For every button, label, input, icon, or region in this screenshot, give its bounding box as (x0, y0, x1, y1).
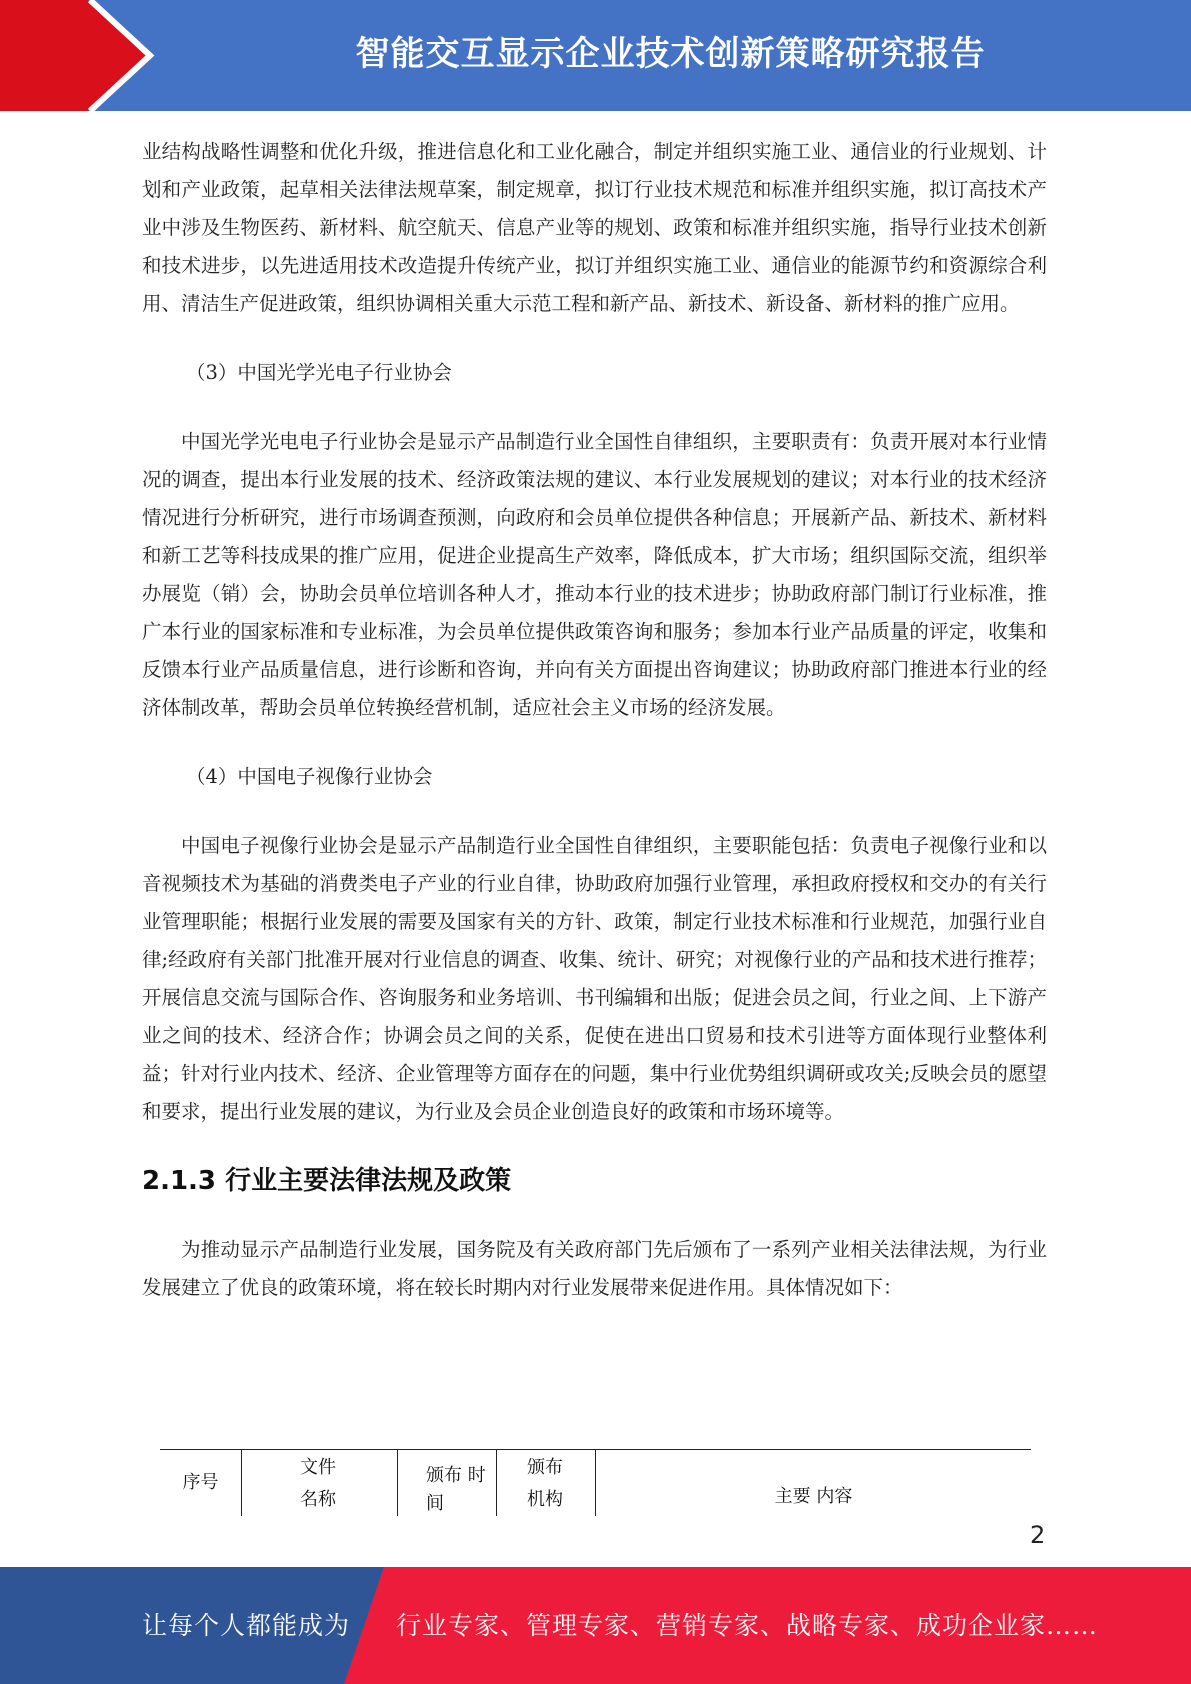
table-header-seq: 序号 (160, 1450, 242, 1516)
report-title: 智能交互显示企业技术创新策略研究报告 (355, 34, 986, 74)
header-arrow-icon (0, 0, 170, 111)
document-body (142, 133, 1047, 1307)
subheading-association-4: （4）中国电子视像行业协会 (186, 765, 433, 788)
table-header-main-content: 主要 内容 (774, 1486, 853, 1507)
table-header-issuing-body: 颁布 机构 (497, 1450, 596, 1516)
table-header-issue-date: 颁布 时 间 (398, 1450, 497, 1516)
table-header-file-name: 文件 名称 (242, 1450, 398, 1516)
page-header (0, 0, 1191, 111)
subheading-association-3: （3）中国光学光电子行业协会 (186, 361, 452, 384)
footer-slogan-left: 让每个人都能成为 (142, 1611, 351, 1640)
section-title: 2.1.3 行业主要法律法规及政策 (142, 1166, 512, 1196)
paragraph-policy-intro: 为推动显示产品制造行业发展，国务院及有关政府部门先后颁布了一系列产业相关法律法规，为行业发展建立了优良的政策环境，将在较长时期内对行业发展带来促进作用。具体情况如下： (142, 1238, 1047, 1299)
paragraph-association-3: 中国光学光电电子行业协会是显示产品制造行业全国性自律组织，主要职责有：负责开展对本行业情况的调查，提出本行业发展的技术、经济政策法规的建议、本行业发展规划的建议；对本行业的技术经济情况进行分析研究，进行市场调查预测，向政府和会员单位提供各种信息；开展新产品、新技术、新材料和新工艺等科技成果的推广应用，促进企业提高生产效率，降低成本，扩大市场；组织国际交流，组织举办展览（销）会，协助会员单位培训各种人才，推动本行业的技术进步；协助政府部门制订行业标准，推广本行业的国家标准和专业标准，为会员单位提供政策咨询和服务；参加本行业产品质量的评定，收集和反馈本行业产品质量信息，进行诊断和咨询，并向有关方面提出咨询建议；协助政府部门推进本行业的经济体制改革，帮助会员单位转换经营机制，适应社会主义市场的经济发展。 (142, 430, 1047, 719)
paragraph-continued: 业结构战略性调整和优化升级，推进信息化和工业化融合，制定并组织实施工业、通信业的行业规划、计划和产业政策，起草相关法律法规草案，制定规章，拟订行业技术规范和标准并组织实施，拟订高技术产业中涉及生物医药、新材料、航空航天、信息产业等的规划、政策和标准并组织实施，指导行业技术创新和技术进步，以先进适用技术改造提升传统产业，拟订并组织实施工业、通信业的能源节约和资源综合利用、清洁生产促进政策，组织协调相关重大示范工程和新产品、新技术、新设备、新材料的推广应用。 (142, 140, 1047, 315)
page-number: 2 (1030, 1521, 1046, 1549)
policy-table-header (160, 1449, 1031, 1516)
page-footer (0, 1567, 1191, 1684)
paragraph-association-4: 中国电子视像行业协会是显示产品制造行业全国性自律组织，主要职能包括：负责电子视像行业和以音视频技术为基础的消费类电子产业的行业自律，协助政府加强行业管理，承担政府授权和交办的有关行业管理职能；根据行业发展的需要及国家有关的方针、政策，制定行业技术标准和行业规范，加强行业自律;经政府有关部门批准开展对行业信息的调查、收集、统计、研究；对视像行业的产品和技术进行推荐；开展信息交流与国际合作、咨询服务和业务培训、书刊编辑和出版；促进会员之间，行业之间、上下游产业之间的技术、经济合作；协调会员之间的关系，促使在进出口贸易和技术引进等方面体现行业整体利益；针对行业内技术、经济、企业管理等方面存在的问题，集中行业优势组织调研或攻关;反映会员的愿望和要求，提出行业发展的建议，为行业及会员企业创造良好的政策和市场环境等。 (142, 834, 1047, 1123)
footer-slogan-right: 行业专家、管理专家、营销专家、战略专家、成功企业家…… (396, 1611, 1099, 1640)
